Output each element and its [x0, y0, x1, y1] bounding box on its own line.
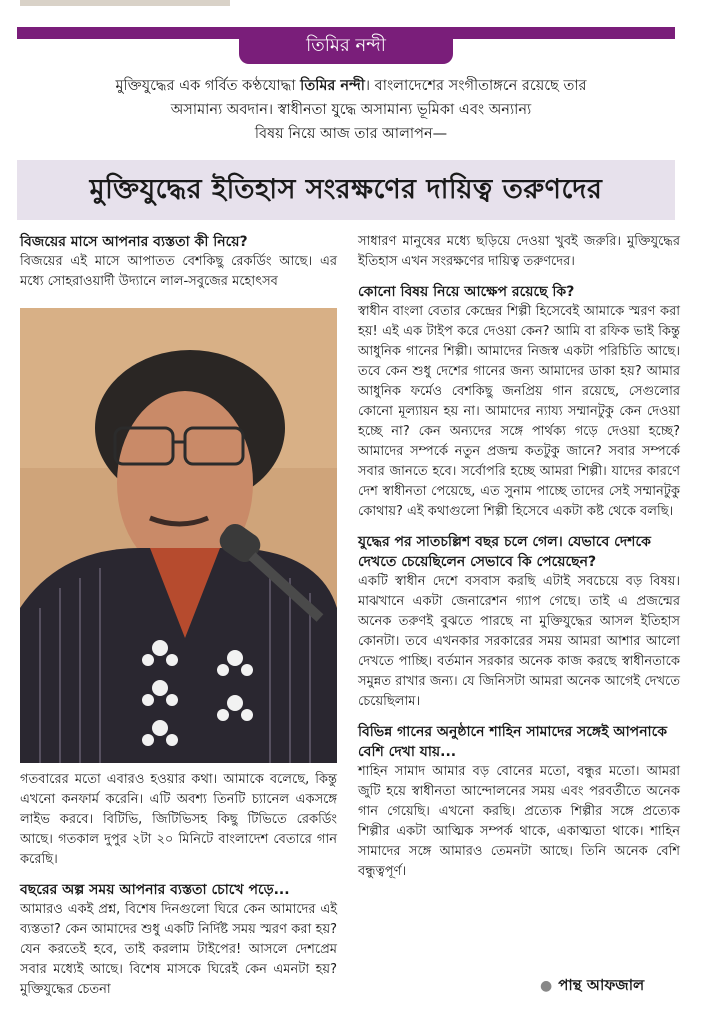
intro-line3: বিষয় নিয়ে আজ তার আলাপন— [254, 126, 448, 142]
article-headline: মুক্তিযুদ্ধের ইতিহাস সংরক্ষণের দায়িত্ব তরুণদের [17, 160, 675, 220]
answer-4: একটি স্বাধীন দেশে বসবাস করছি এটাই সবচেয়ে বড় বিষয়। মাঝখানে একটা জেনারেশন গ্যাপ গেছে। তাই এ প্রজন্মের অনেক তরুণই বুঝতে পারছে না মুক্তিযুদ্ধের আসল ইতিহাস কোনটা। তবে এখনকার সরকারের সময় আমরা আশার আলো দেখতে পাচ্ছি। বর্তমান সরকার অনেক কাজ করছে স্বাধীনতাকে সমুন্নত রাখার জন্য। যে জিনিসটা আমরা অনেক আগেই দেখতে চেয়েছিলাম। [358, 574, 680, 709]
top-edge-strip [20, 0, 230, 6]
bullet-icon: ● [540, 978, 553, 994]
left-column [20, 232, 337, 292]
intro-line1-pre: মুক্তিযুদ্ধের এক গর্বিত কণ্ঠযোদ্ধা [115, 78, 301, 94]
intro-paragraph [40, 74, 662, 146]
right-column [358, 232, 680, 882]
intro-name: তিমির নন্দী [300, 78, 365, 94]
byline-author: পান্থ আফজাল [558, 976, 645, 994]
question-2: বছরের অল্প সময় আপনার ব্যস্ততা চোখে পড়ে... [20, 882, 290, 898]
byline [540, 974, 644, 999]
portrait-illustration [20, 308, 337, 763]
answer-5: শাহিন সামাদ আমার বড় বোনের মতো, বন্ধুর মতো। আমরা জুটি হয়ে স্বাধীনতা আন্দোলনের সময় এবং পরবর্তীতে অনেক গান গেয়েছি। এখনো করছি। প্রত্যেক শিল্পীর সঙ্গে প্রত্যেক শিল্পীর একটা আত্মিক সম্পর্ক থাকে, একাত্মতা থাকে। শাহিন সামাদের সঙ্গে আমারও তেমনটা আছে। তিনি অনেক বেশি বন্ধুত্বপূর্ণ। [358, 764, 680, 879]
intro-line1-post: । বাংলাদেশের সংগীতাঙ্গনে রয়েছে তার [364, 78, 587, 94]
question-1: বিজয়ের মাসে আপনার ব্যস্ততা কী নিয়ে? [20, 234, 248, 250]
interviewee-name-tab: তিমির নন্দী [239, 30, 453, 64]
answer-2: আমারও একই প্রশ্ন, বিশেষ দিনগুলো ঘিরে কেন আমাদের এই ব্যস্ততা? কেন আমাদের শুধু একটি নির্দিষ্ট সময় স্মরণ করা হয়? যেন করতেই হবে, তাই করলাম টাইপের! আসলে দেশপ্রেম সবার মধ্যেই আছে। বিশেষ মাসকে ঘিরেই কেন এমনটা হয়? মুক্তিযুদ্ধের চেতনা [20, 902, 337, 997]
question-4: যুদ্ধের পর সাতচল্লিশ বছর চলে গেল। যেভাবে দেশকে দেখতে চেয়েছিলেন সেভাবে কি পেয়েছেন? [358, 534, 651, 570]
answer-1-continued: গতবারের মতো এবারও হওয়ার কথা। আমাকে বলেছে, কিন্তু এখনো কনফার্ম করেনি। এটি অবশ্য তিনটি চ্যানেল একসঙ্গে লাইভ করবে। বিটিভি, জিটিভিসহ কিছু টিভিতে রেকর্ডিং আছে। গতকাল দুপুর ২টা ২০ মিনিটে বাংলাদেশ বেতারে গান করেছি। [20, 772, 337, 867]
question-5: বিভিন্ন গানের অনুষ্ঠানে শাহিন সামাদের সঙ্গেই আপনাকে বেশি দেখা যায়... [358, 724, 668, 760]
question-3: কোনো বিষয় নিয়ে আক্ষেপ রয়েছে কি? [358, 284, 575, 300]
answer-2-continued: সাধারণ মানুষের মধ্যে ছড়িয়ে দেওয়া খুবই জরুরি। মুক্তিযুদ্ধের ইতিহাস এখন সংরক্ষণের দায়িত্ব তরুণদের। [358, 234, 680, 269]
left-column-continued [20, 770, 337, 1000]
intro-line2: অসামান্য অবদান। স্বাধীনতা যুদ্ধে অসামান্য ভূমিকা এবং অন্যান্য [170, 102, 532, 118]
answer-1: বিজয়ের এই মাসে আপাতত বেশকিছু রেকর্ডিং আছে। এর মধ্যে সোহরাওয়ার্দী উদ্যানে লাল-সবুজের মহোৎসব [20, 254, 337, 289]
answer-3: স্বাধীন বাংলা বেতার কেন্দ্রের শিল্পী হিসেবেই আমাকে স্মরণ করা হয়! এই এক টাইপ করে দেওয়া কেন? আমি বা রফিক ভাই কিন্তু আধুনিক গানের শিল্পী। আমাদের নিজস্ব একটা পরিচিতি আছে। তবে কেন শুধু দেশের গানের জন্য আমাদের ডাকা হয়? আমার আধুনিক ফর্মেও বেশকিছু জনপ্রিয় গান রয়েছে, সেগুলোর কোনো মূল্যায়ন হয় না। আমাদের ন্যায্য সম্মানটুকু কেন দেওয়া হচ্ছে না? কেন অন্যদের সঙ্গে পার্থক্য গড়ে দেওয়া হচ্ছে? আমাদের সম্পর্কে নতুন প্রজন্ম কতটুকু জানে? সবার সম্পর্কে সবার জানতে হবে। সর্বোপরি হচ্ছে আমরা শিল্পী। যাদের কারণে দেশ স্বাধীনতা পেয়েছে, এত সুনাম পাচ্ছে তাদের সেই সম্মানটুকু কোথায়? এই কথাগুলো শিল্পী হিসেবে একটা কষ্ট থেকে বলছি। [358, 304, 680, 519]
portrait-photo [20, 308, 337, 763]
